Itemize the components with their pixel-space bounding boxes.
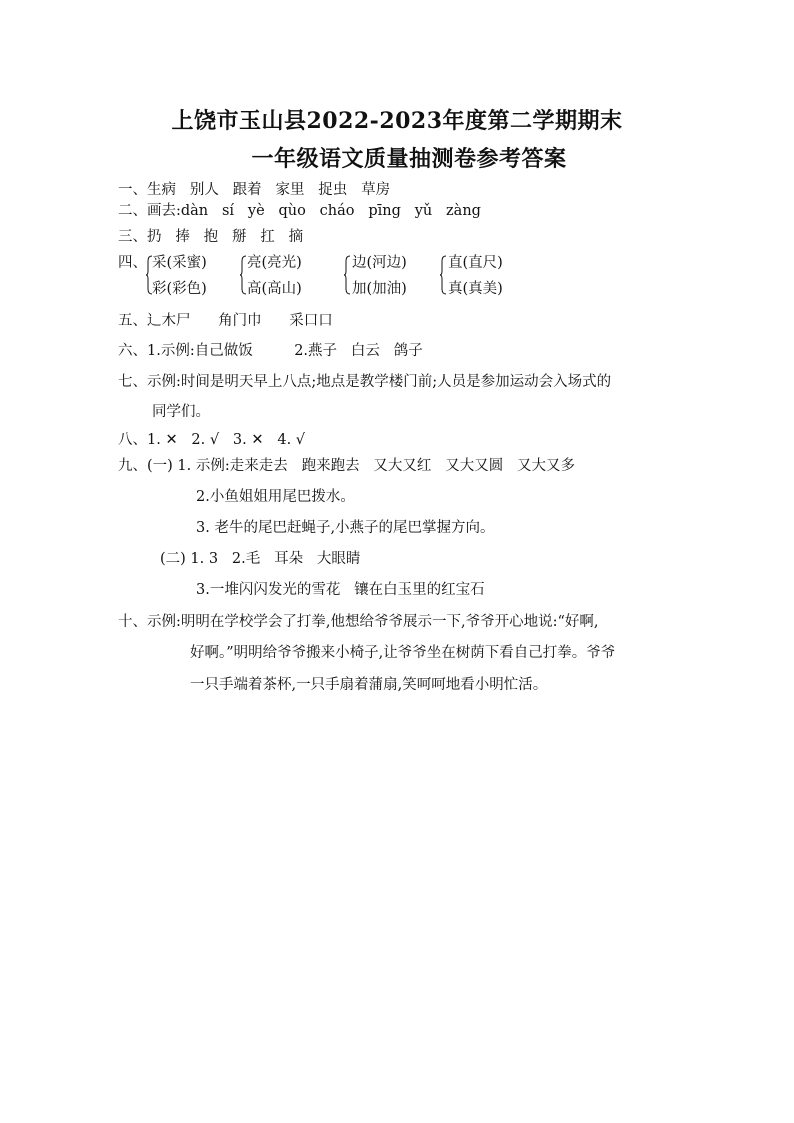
q4-group4-top: 直(直尺) — [448, 255, 503, 271]
document-title-line1: 上饶市玉山县2022-2023年度第二学期期末 — [171, 108, 623, 134]
answer-q9-line2: 2.小鱼姐姐用尾巴拨水。 — [196, 489, 355, 505]
answer-q9-line5: 3.一堆闪闪发光的雪花 镶在白玉里的红宝石 — [196, 582, 485, 598]
answer-q3: 三、扔 捧 抱 掰 扛 摘 — [118, 229, 304, 245]
answer-q7-line2: 同学们。 — [152, 404, 210, 420]
answer-q9-line3: 3. 老牛的尾巴赶蝇子,小燕子的尾巴掌握方向。 — [196, 520, 495, 536]
answer-q5: 五、辶木尸 角门巾 采口口 — [118, 313, 333, 329]
answer-q10-line3: 一只手端着茶杯,一只手扇着蒲扇,笑呵呵地看小明忙活。 — [190, 677, 548, 693]
brace-icon — [440, 255, 446, 295]
answer-q4-prefix: 四、 — [118, 255, 147, 271]
brace-icon — [344, 255, 350, 295]
q4-group2-bottom: 高(高山) — [247, 281, 302, 297]
document-title-line2: 一年级语文质量抽测卷参考答案 — [251, 146, 567, 172]
q4-group1-top: 采(采蜜) — [152, 255, 207, 271]
answer-q10-line1: 十、示例:明明在学校学会了打拳,他想给爷爷展示一下,爷爷开心地说:“好啊, — [118, 614, 599, 630]
q4-group4-bottom: 真(真美) — [448, 281, 503, 297]
answer-q6: 六、1.示例:自己做饭 2.燕子 白云 鸽子 — [118, 343, 423, 359]
answer-q8: 八、1. ✕ 2. √ 3. ✕ 4. √ — [118, 432, 306, 448]
answer-q10-line2: 好啊。”明明给爷爷搬来小椅子,让爷爷坐在树荫下看自己打拳。爷爷 — [190, 645, 616, 661]
q4-group3-bottom: 加(加油) — [352, 281, 407, 297]
answer-q9-line4: (二) 1. 3 2.毛 耳朵 大眼睛 — [160, 551, 361, 567]
answer-q9-line1: 九、(一) 1. 示例:走来走去 跑来跑去 又大又红 又大又圆 又大又多 — [118, 458, 576, 474]
answer-q7-line1: 七、示例:时间是明天早上八点;地点是教学楼门前;人员是参加运动会入场式的 — [118, 374, 612, 390]
q4-group2-top: 亮(亮光) — [247, 255, 302, 271]
answer-q1: 一、生病 别人 跟着 家里 捉虫 草房 — [118, 182, 391, 198]
q4-group3-top: 边(河边) — [352, 255, 407, 271]
brace-icon — [240, 255, 246, 295]
q4-group1-bottom: 彩(彩色) — [152, 281, 207, 297]
answer-q2: 二、画去:dàn sí yè qùo cháo pīng yǔ zàng — [118, 203, 481, 219]
